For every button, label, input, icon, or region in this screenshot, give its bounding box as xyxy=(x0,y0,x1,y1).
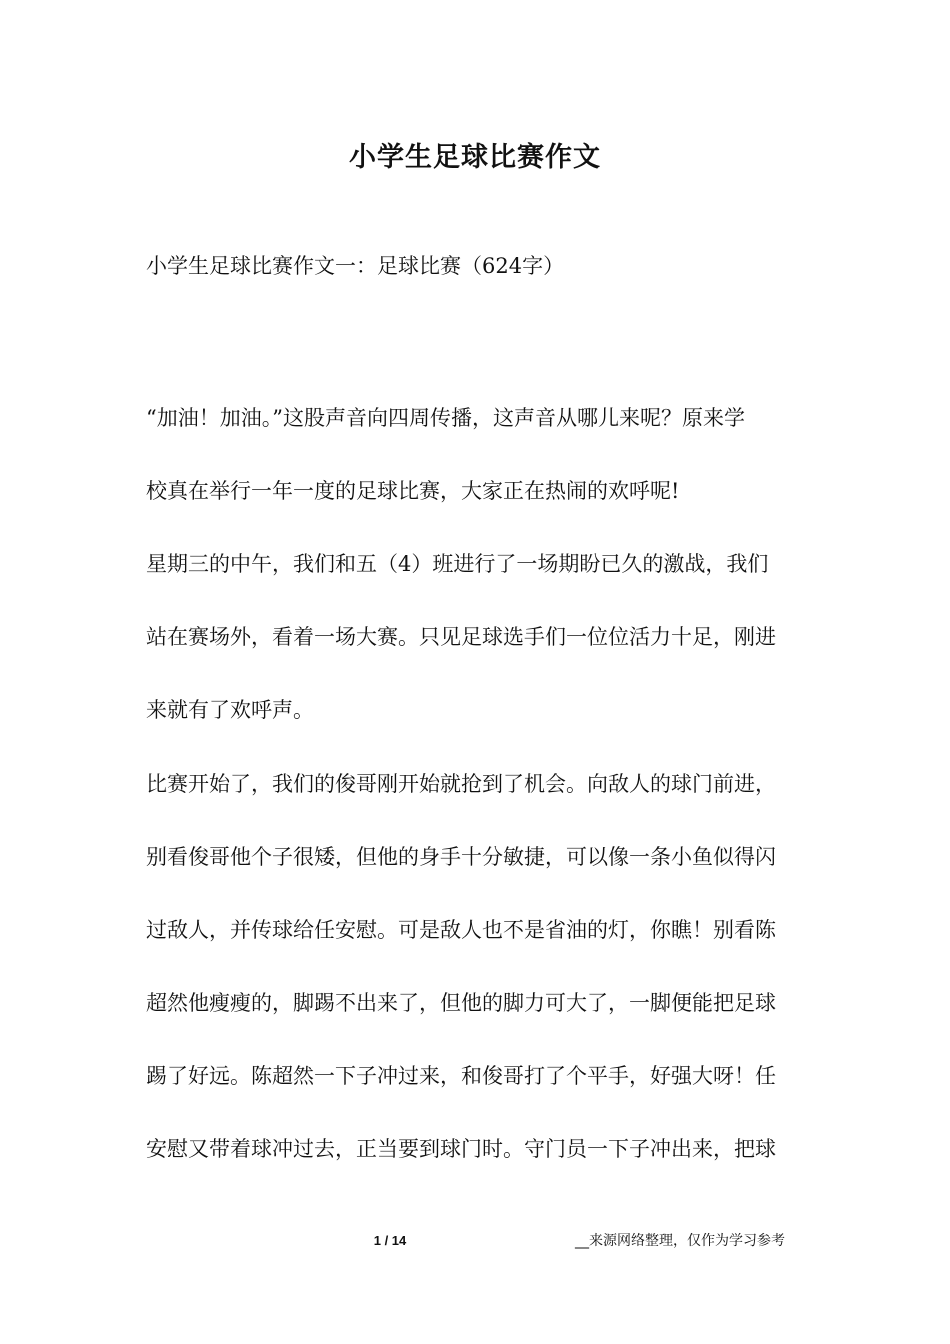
body-line-2: 校真在举行一年一度的足球比赛，大家正在热闹的欢呼呢! xyxy=(146,479,680,503)
body-line-1: “加油！加油。”这股声音向四周传播，这声音从哪儿来呢？原来学 xyxy=(146,406,745,430)
page-number: 1 / 14 xyxy=(373,1233,407,1248)
body-line-3: 星期三的中午，我们和五（4）班进行了一场期盼已久的激战，我们 xyxy=(146,552,769,576)
body-line-11: 安慰又带着球冲过去，正当要到球门时。守门员一下子冲出来，把球 xyxy=(146,1137,776,1161)
section-subtitle: 小学生足球比赛作文一：足球比赛（624字） xyxy=(146,254,565,278)
body-line-4: 站在赛场外，看着一场大赛。只见足球选手们一位位活力十足，刚进 xyxy=(146,625,776,649)
source-note: __来源网络整理，仅作为学习参考 xyxy=(575,1233,785,1249)
body-line-5: 来就有了欢呼声。 xyxy=(146,698,314,722)
document-title: 小学生足球比赛作文 xyxy=(349,142,601,173)
body-line-7: 别看俊哥他个子很矮，但他的身手十分敏捷，可以像一条小鱼似得闪 xyxy=(146,845,776,869)
body-line-6: 比赛开始了，我们的俊哥刚开始就抢到了机会。向敌人的球门前进， xyxy=(146,772,776,796)
body-line-8: 过敌人，并传球给任安慰。可是敌人也不是省油的灯，你瞧！别看陈 xyxy=(146,918,776,942)
body-line-9: 超然他瘦瘦的，脚踢不出来了，但他的脚力可大了，一脚便能把足球 xyxy=(146,991,776,1015)
body-line-10: 踢了好远。陈超然一下子冲过来，和俊哥打了个平手，好强大呀！任 xyxy=(146,1064,776,1088)
